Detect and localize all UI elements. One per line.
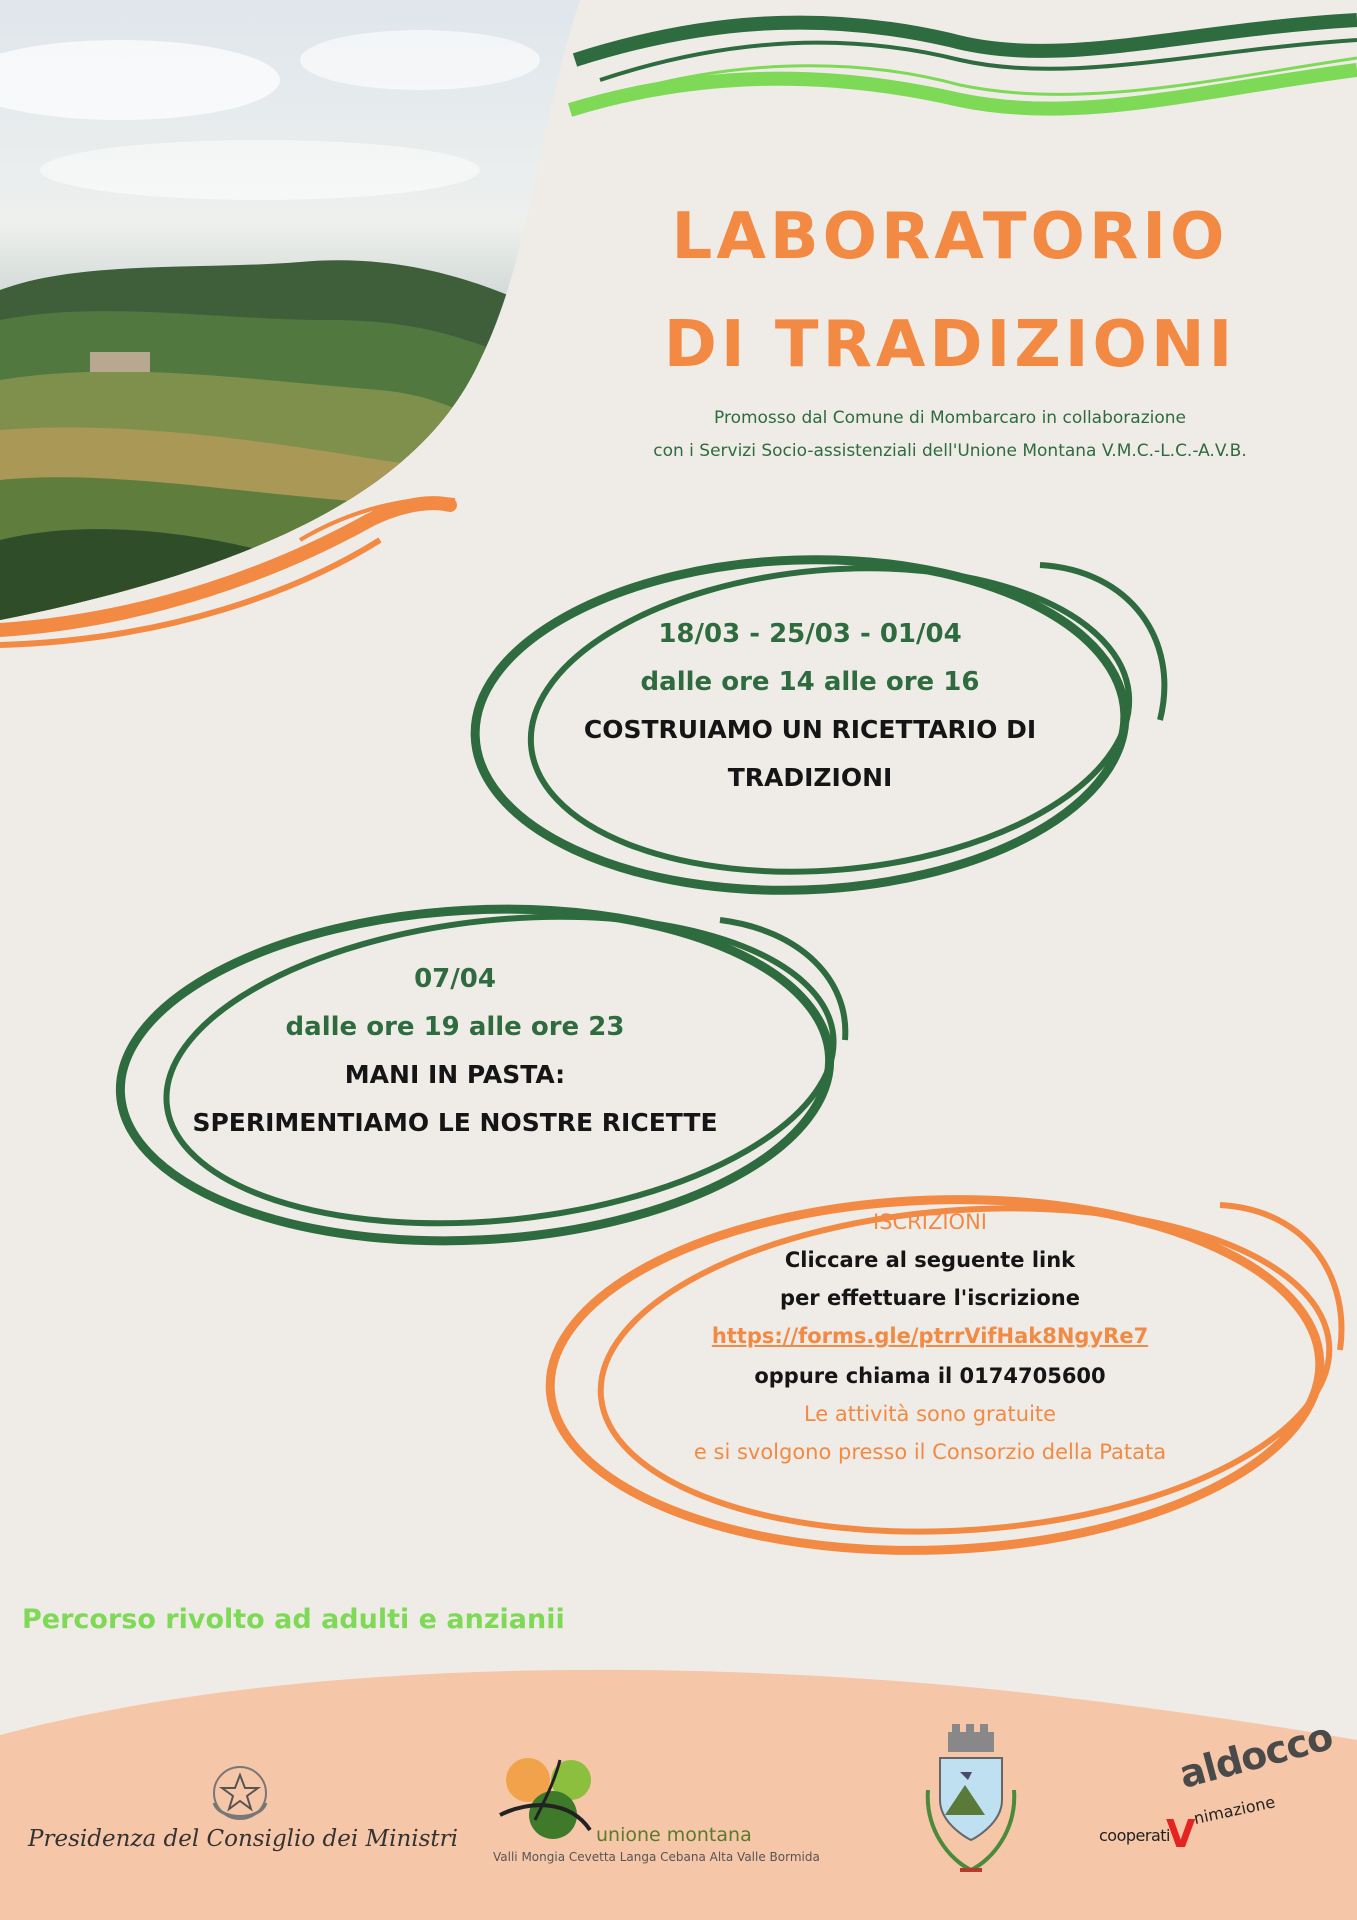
event-1-hours: dalle ore 14 alle ore 16: [640, 667, 980, 697]
venue-note: e si svolgono presso il Consorzio della Patata: [693, 1440, 1167, 1464]
event-2-activity-line-1: MANI IN PASTA:: [344, 1060, 566, 1089]
valdocco-logo-top: aldocco: [1174, 1714, 1337, 1797]
presidenza-logo-text: Presidenza del Consiglio dei Ministri: [28, 1826, 459, 1852]
landscape-photo: [0, 0, 600, 640]
footer-band: [0, 1670, 1357, 1920]
registration-line-2: per effettuare l'iscrizione: [780, 1286, 1080, 1310]
event-2-hours: dalle ore 19 alle ore 23: [285, 1012, 625, 1042]
promoter-text: [590, 402, 1310, 468]
title-line-2: DI TRADIZIONI: [663, 308, 1237, 382]
event-1-dates: 18/03 - 25/03 - 01/04: [658, 619, 962, 649]
event-2-activity-line-2: SPERIMENTIAMO LE NOSTRE RICETTE: [192, 1108, 718, 1137]
unione-montana-name: unione montana: [596, 1824, 752, 1846]
audience-note: Percorso rivolto ad adulti e anzianii: [22, 1604, 565, 1635]
registration-heading: ISCRIZIONI: [873, 1210, 987, 1234]
event-1: [510, 610, 1110, 802]
promoter-line-2: con i Servizi Socio-assistenziali dell'Unione Montana V.M.C.-L.C.-A.V.B.: [653, 441, 1247, 461]
registration-info: [620, 1203, 1240, 1471]
registration-phone: oppure chiama il 0174705600: [754, 1364, 1106, 1388]
valdocco-logo-v: V: [1166, 1812, 1196, 1856]
unione-montana-subtitle: Valli Mongia Cevetta Langa Cebana Alta Valle Bormida: [493, 1850, 820, 1864]
promoter-line-1: Promosso dal Comune di Mombarcaro in collaborazione: [714, 408, 1186, 428]
event-2: [150, 955, 760, 1147]
event-1-activity-line-1: COSTRUIAMO UN RICETTARIO DI: [583, 715, 1037, 744]
valdocco-logo-a: cooperati: [1099, 1826, 1170, 1845]
event-2-date: 07/04: [414, 964, 496, 994]
free-activities-note: Le attività sono gratuite: [803, 1402, 1057, 1426]
title-line-1: LABORATORIO: [671, 200, 1229, 274]
registration-link[interactable]: https://forms.gle/ptrrVifHak8NgyRe7: [711, 1324, 1149, 1348]
valdocco-logo-b: nimazione: [1192, 1792, 1277, 1828]
event-1-activity-line-2: TRADIZIONI: [727, 763, 893, 792]
registration-line-1: Cliccare al seguente link: [784, 1248, 1076, 1272]
